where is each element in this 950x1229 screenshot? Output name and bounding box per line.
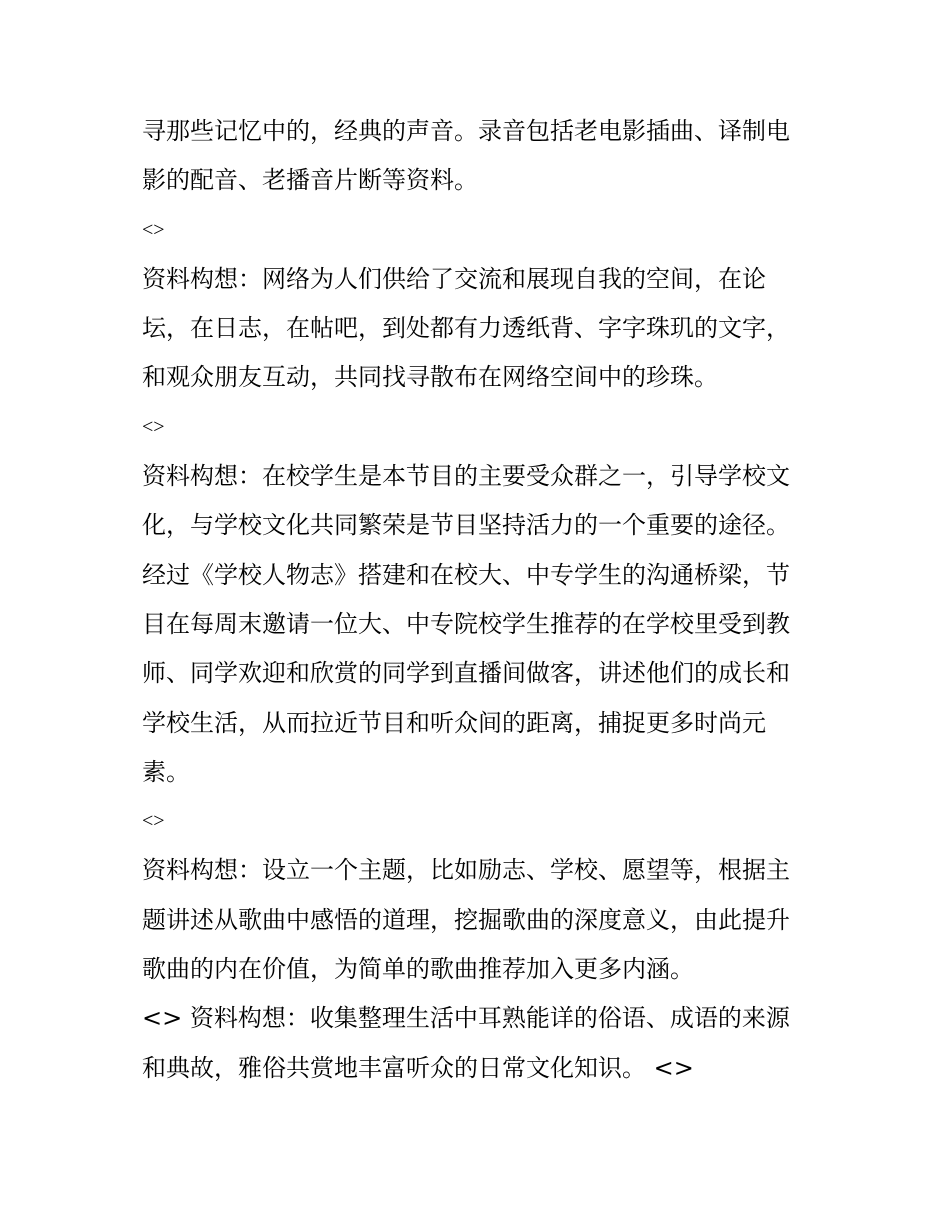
text-line: 素。	[142, 757, 190, 786]
text-line: 经过《学校人物志》搭建和在校大、中专学生的沟通桥梁，节	[142, 560, 790, 589]
text-line: 资料构想：设立一个主题，比如励志、学校、愿望等，根据主	[142, 856, 790, 885]
text-line: 题讲述从歌曲中感悟的道理，挖掘歌曲的深度意义，由此提升	[142, 905, 790, 934]
text-line: 目在每周末邀请一位大、中专院校学生推荐的在学校里受到教	[142, 609, 790, 638]
text-line: 歌曲的内在价值，为简单的歌曲推荐加入更多内涵。	[142, 955, 694, 984]
separator-marker: <>	[142, 810, 165, 833]
document-body	[142, 107, 822, 1093]
text-line: 和观众朋友互动，共同找寻散布在网络空间中的珍珠。	[142, 363, 718, 392]
text-line: 学校生活，从而拉近节目和听众间的距离，捕捉更多时尚元	[142, 708, 766, 737]
text-line: 坛，在日志，在帖吧，到处都有力透纸背、字字珠玑的文字，	[142, 314, 790, 343]
text-line: 化，与学校文化共同繁荣是节目坚持活力的一个重要的途径。	[142, 511, 790, 540]
separator-marker: <>	[142, 218, 165, 241]
separator-marker: <>	[142, 415, 165, 438]
text-line: 和典故，雅俗共赏地丰富听众的日常文化知识。 <>	[142, 1053, 694, 1082]
text-line: 寻那些记忆中的，经典的声音。录音包括老电影插曲、译制电	[142, 117, 790, 145]
text-line: 资料构想：网络为人们供给了交流和展现自我的空间，在论	[142, 264, 766, 293]
text-line: 资料构想：在校学生是本节目的主要受众群之一，引导学校文	[142, 462, 790, 491]
text-line: <> 资料构想：收集整理生活中耳熟能详的俗语、成语的来源	[142, 1004, 790, 1033]
text-line: 影的配音、老播音片断等资料。	[142, 166, 478, 195]
text-line: 师、同学欢迎和欣赏的同学到直播间做客，讲述他们的成长和	[142, 659, 790, 688]
